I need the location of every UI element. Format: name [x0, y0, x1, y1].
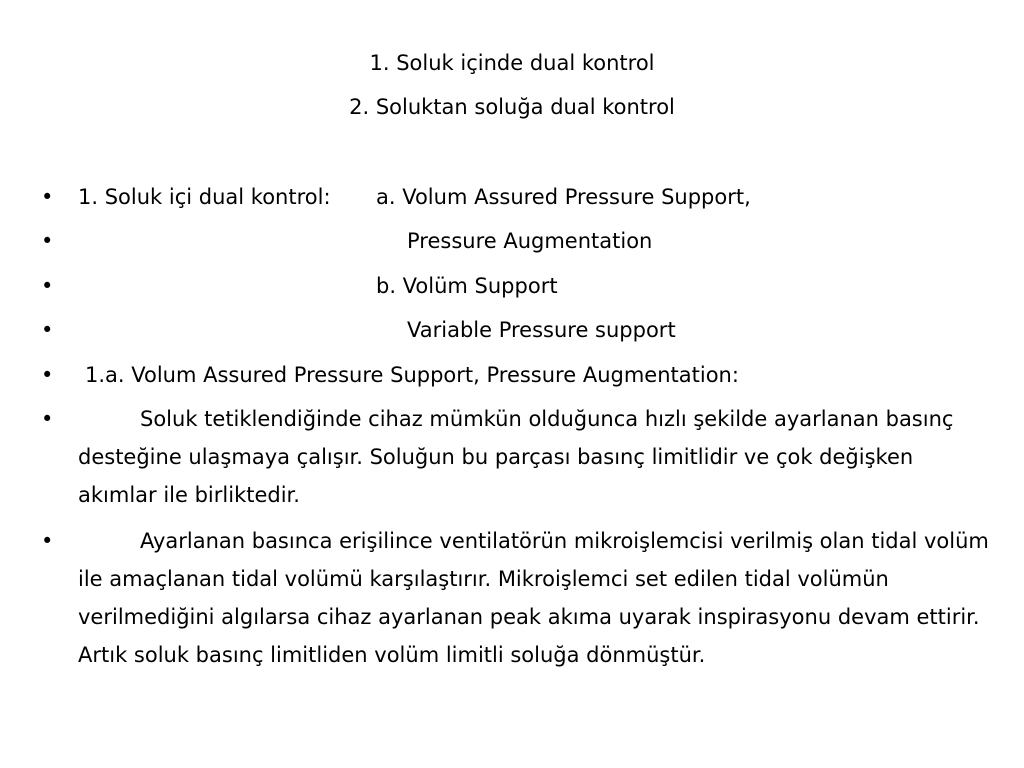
bullet-marker: •	[41, 229, 54, 253]
paragraph-soluk-tetiklendiginde: Soluk tetiklendiğinde cihaz mümkün olduğunca hızlı şekilde ayarlanan basınç desteğine ulaşmaya çalışır. Soluğun bu parçası basınç limitlidir ve çok değişken akımlar ile birliktedir.	[78, 407, 954, 507]
bullet-variable-pressure-support: Variable Pressure support	[407, 318, 676, 342]
bullet-label-soluk-ici: 1. Soluk içi dual kontrol:	[78, 185, 331, 209]
bullet-volum-support: b. Volüm Support	[376, 274, 558, 298]
bullet-marker: •	[41, 274, 54, 298]
bullet-marker: •	[41, 407, 54, 431]
paragraph-ayarlanan-basinca: Ayarlanan basınca erişilince ventilatörün mikroişlemcisi verilmiş olan tidal volüm ile amaçlanan tidal volümü karşılaştırır. Mikroişlemci set edilen tidal volümün verilmediğini algılarsa cihaz ayarlanan peak akıma uyarak inspirasyonu devam ettirir. Artık soluk basınç limitliden volüm limitli soluğa dönmüştür.	[78, 529, 989, 667]
bullet-section-1a-title: 1.a. Volum Assured Pressure Support, Pressure Augmentation:	[85, 363, 739, 387]
bullet-pressure-augmentation: Pressure Augmentation	[407, 229, 653, 253]
heading-line-1: 1. Soluk içinde dual kontrol	[369, 51, 655, 75]
bullet-marker: •	[41, 185, 54, 209]
bullet-marker: •	[41, 529, 54, 553]
bullet-value-volum-assured: a. Volum Assured Pressure Support,	[376, 185, 751, 209]
bullet-marker: •	[41, 318, 54, 342]
heading-line-2: 2. Soluktan soluğa dual kontrol	[349, 95, 675, 119]
bullet-marker: •	[41, 363, 54, 387]
